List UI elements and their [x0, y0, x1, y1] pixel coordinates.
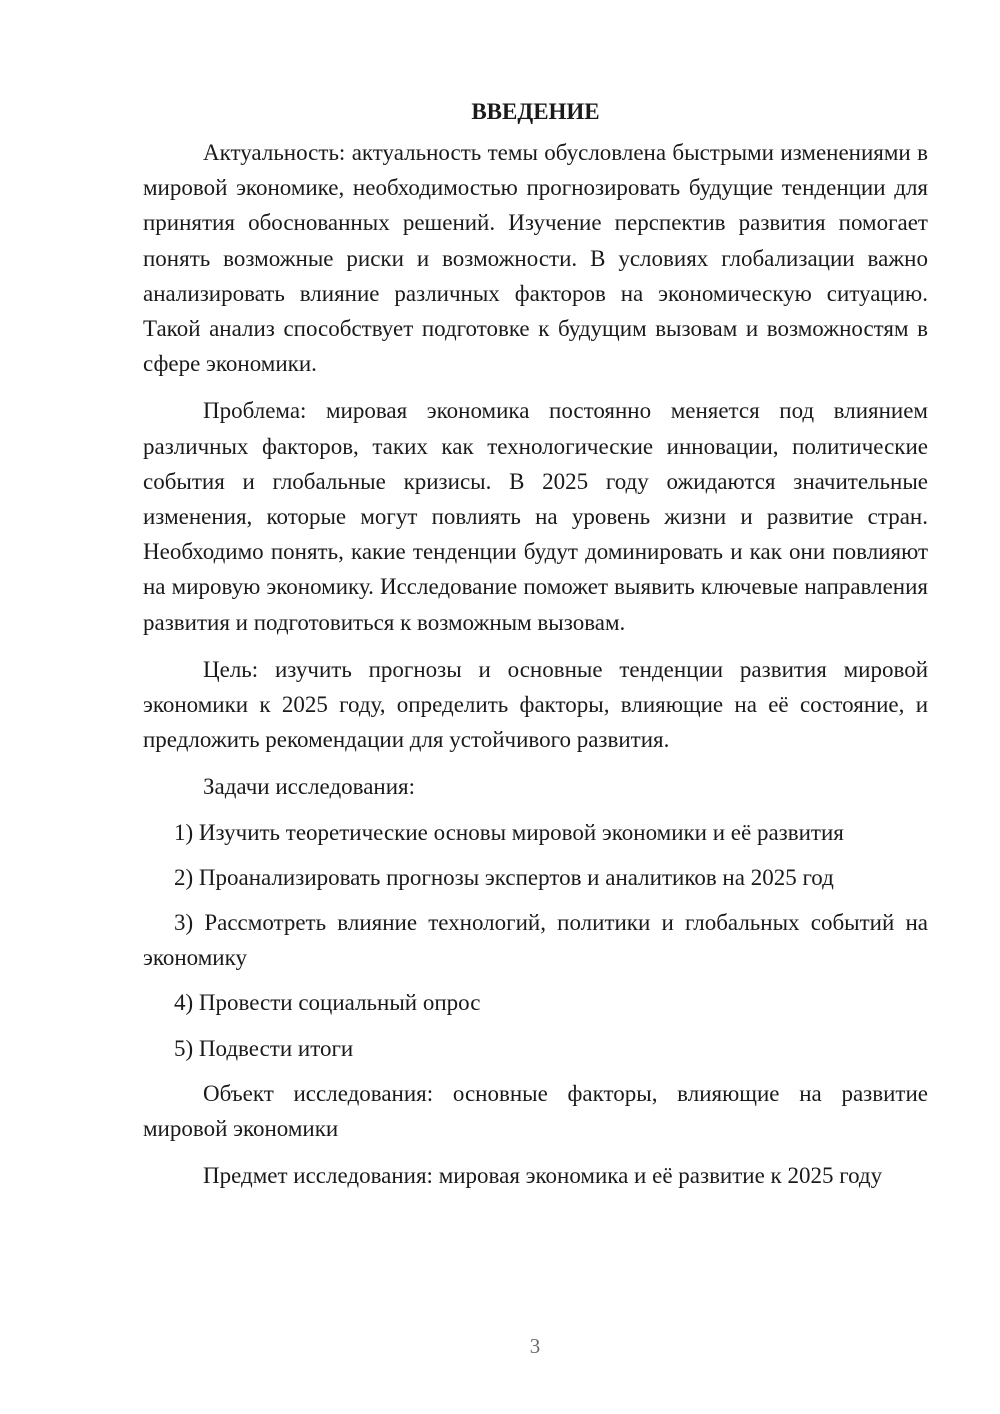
section-title: ВВЕДЕНИЕ [471, 99, 600, 124]
paragraph-object: Объект исследования: основные факторы, влияющие на развитие мировой экономики [143, 1080, 928, 1142]
tasks-list [143, 815, 928, 1066]
page-number: 3 [529, 1334, 541, 1358]
list-item: 2) Проанализировать прогнозы экспертов и аналитиков на 2025 год [174, 864, 834, 890]
list-item: 1) Изучить теоретические основы мировой экономики и её развития [174, 819, 844, 845]
paragraph-goal: Цель: изучить прогнозы и основные тенденции развития мировой экономики к 2025 году, определить факторы, влияющие на её состояние, и предложить рекомендации для устойчивого развития. [143, 656, 928, 753]
paragraph-problem: Проблема: мировая экономика постоянно меняется под влиянием различных факторов, таких как технологические инновации, политические события и глобальные кризисы. В 2025 году ожидаются значительные изменения, которые могут повлиять на уровень жизни и развитие стран. Необходимо понять, какие тенденции будут доминировать и как они повлияют на мировую экономику. Исследование поможет выявить ключевые направления развития и подготовиться к возможным вызовам. [143, 398, 928, 635]
list-item: 4) Провести социальный опрос [174, 990, 481, 1016]
list-item: 3) Рассмотреть влияние технологий, политики и глобальных событий на экономику [143, 910, 928, 971]
document-page [143, 94, 928, 1205]
list-item: 5) Подвести итоги [174, 1035, 354, 1061]
paragraph-relevance: Актуальность: актуальность темы обусловлена быстрыми изменениями в мировой экономике, необходимостью прогнозировать будущие тенденции для принятия обоснованных решений. Изучение перспектив развития помогает понять возможные риски и возможности. В условиях глобализации важно анализировать влияние различных факторов на экономическую ситуацию. Такой анализ способствует подготовке к будущим вызовам и возможностям в сфере экономики. [143, 140, 928, 377]
paragraph-subject: Предмет исследования: мировая экономика и её развитие к 2025 году [203, 1163, 883, 1189]
tasks-heading: Задачи исследования: [203, 774, 416, 800]
